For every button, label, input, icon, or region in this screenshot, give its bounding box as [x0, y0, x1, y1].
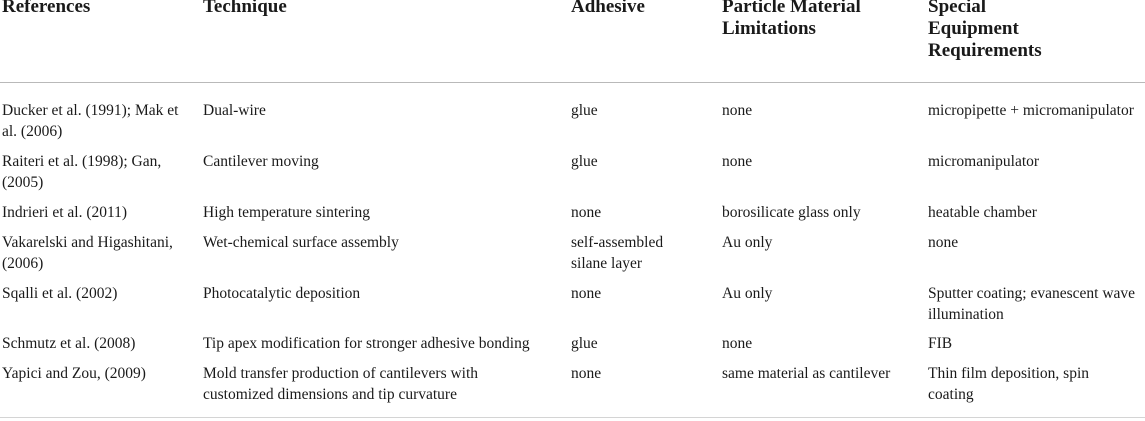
cell-references: Yapici and Zou, (2009) [2, 365, 146, 382]
cell-adhesive: none [571, 365, 602, 382]
cell-particle-limitations: Au only [722, 234, 773, 251]
header-technique: Technique [203, 0, 287, 17]
cell-particle-limitations: Au only [722, 285, 773, 302]
cell-equipment: micromanipulator [928, 153, 1040, 170]
cell-adhesive: none [571, 285, 602, 302]
cell-particle-limitations: none [722, 102, 753, 119]
table-bottom-rule [0, 417, 1145, 418]
cell-technique: High temperature sintering [203, 204, 371, 221]
cell-equipment: Sputter coating; evanescent wave illumination [928, 285, 1136, 323]
cell-particle-limitations: none [722, 335, 753, 352]
cell-adhesive: self-assembled silane layer [571, 234, 664, 272]
cell-references: Raiteri et al. (1998); Gan, (2005) [2, 153, 162, 191]
cell-adhesive: glue [571, 153, 598, 170]
cell-particle-limitations: same material as cantilever [722, 365, 891, 382]
cell-adhesive: none [571, 204, 602, 221]
cell-references: Schmutz et al. (2008) [2, 335, 136, 352]
cell-equipment: FIB [928, 335, 953, 352]
cell-equipment: none [928, 234, 959, 251]
cell-technique: Photocatalytic deposition [203, 285, 361, 302]
cell-adhesive: glue [571, 102, 598, 119]
cell-technique: Tip apex modification for stronger adhesive bonding [203, 335, 530, 352]
cell-equipment: heatable chamber [928, 204, 1037, 221]
cell-references: Ducker et al. (1991); Mak et al. (2006) [2, 102, 179, 140]
header-special-equipment-requirements: Special Equipment Requirements [928, 0, 1042, 61]
cell-technique: Dual-wire [203, 102, 266, 119]
header-adhesive: Adhesive [571, 0, 645, 17]
cell-technique: Cantilever moving [203, 153, 319, 170]
cell-particle-limitations: borosilicate glass only [722, 204, 861, 221]
cell-technique: Wet-chemical surface assembly [203, 234, 399, 251]
header-particle-material-limitations: Particle Material Limitations [722, 0, 861, 39]
cell-equipment: Thin film deposition, spin coating [928, 365, 1090, 403]
cell-references: Indrieri et al. (2011) [2, 204, 128, 221]
header-references: References [2, 0, 91, 17]
cell-technique: Mold transfer production of cantilevers with customized dimensions and tip curvature [203, 365, 479, 403]
cell-adhesive: glue [571, 335, 598, 352]
table-header [0, 0, 1145, 83]
cell-references: Sqalli et al. (2002) [2, 285, 118, 302]
cell-particle-limitations: none [722, 153, 753, 170]
cell-equipment: micropipette + micromanipulator [928, 102, 1134, 119]
cell-references: Vakarelski and Higashitani, (2006) [2, 234, 173, 272]
